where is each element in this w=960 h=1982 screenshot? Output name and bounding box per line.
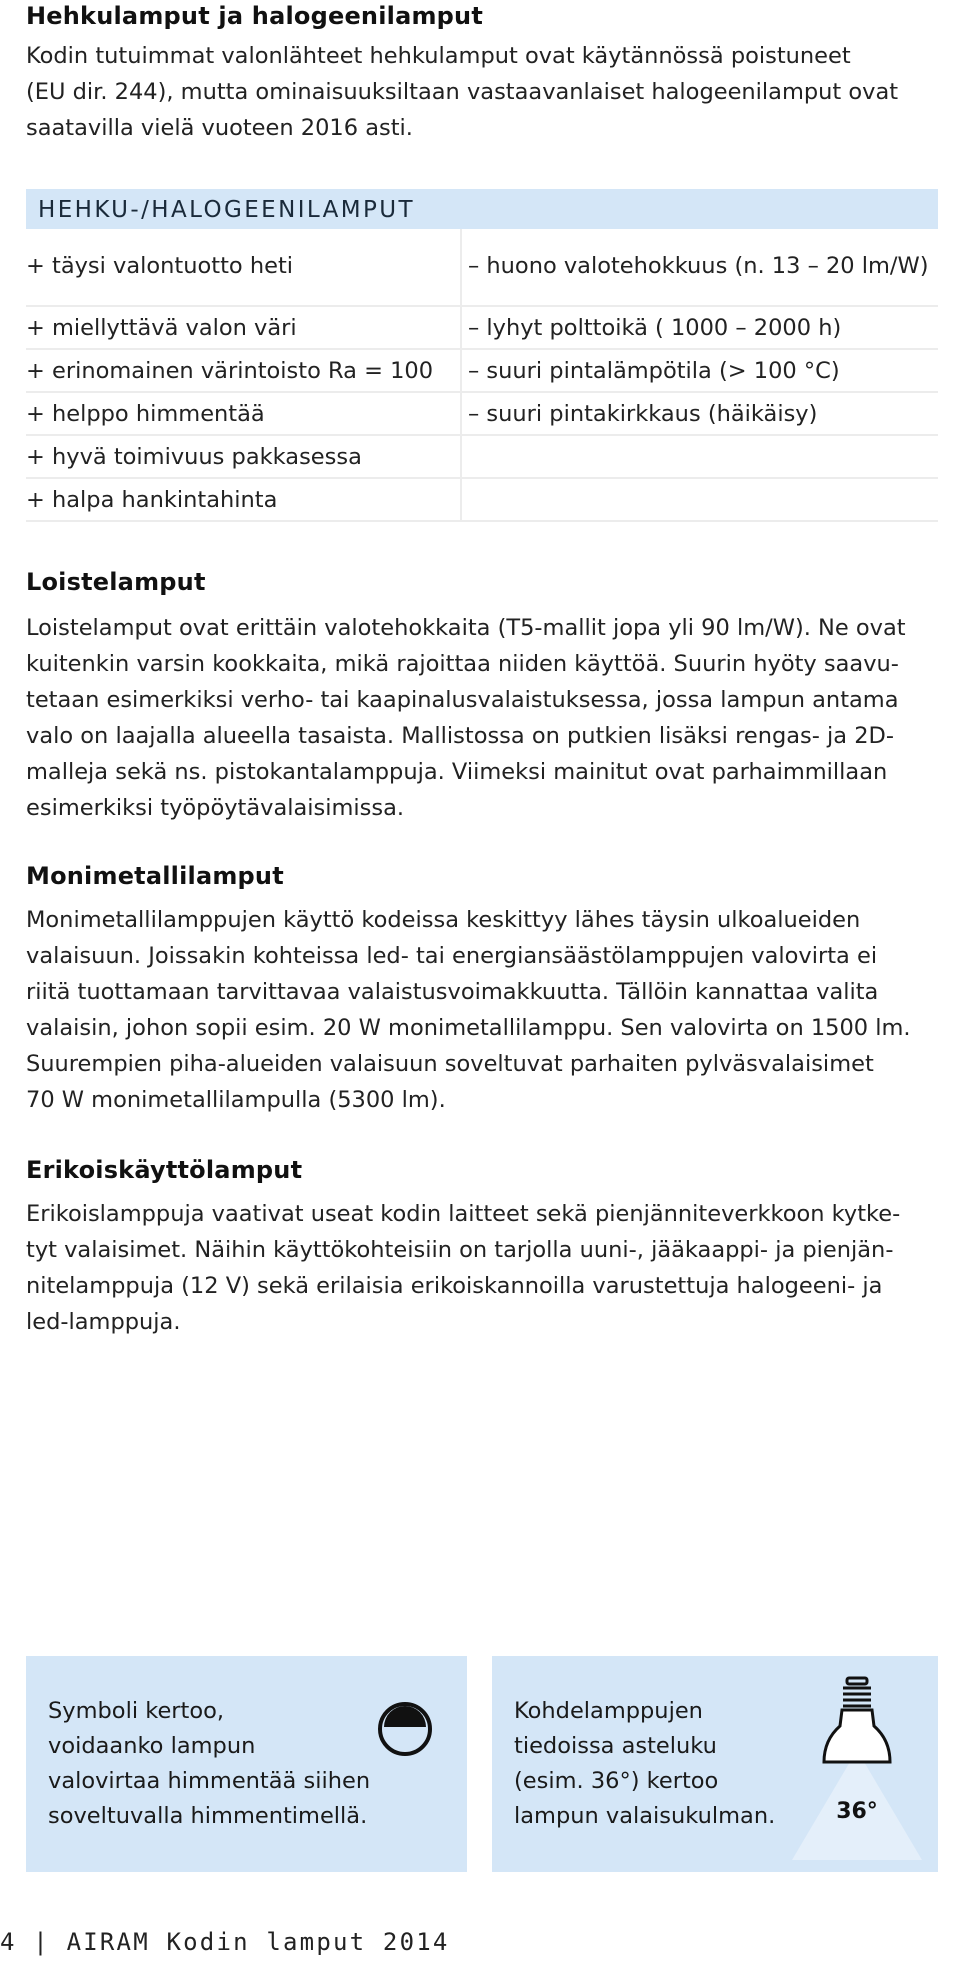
heading-metal-halide: Monimetallilamput <box>26 862 284 890</box>
text-line: Symboli kertoo, <box>48 1698 225 1724</box>
text-line: soveltuvalla himmentimellä. <box>48 1803 368 1829</box>
con-cell: – huono valotehokkuus (n. 13 – 20 lm/W) <box>468 253 929 279</box>
heading-halogen: Hehkulamput ja halogeenilamput <box>26 2 484 30</box>
con-cell <box>468 479 938 520</box>
pro-cell: + halpa hankintahinta <box>26 479 462 520</box>
table-row <box>26 350 938 393</box>
text-line: tetaan esimerkiksi verho- tai kaapinalusvalaistuksessa, jossa lampun antama <box>26 687 899 713</box>
pro-cell: + täysi valontuotto heti <box>26 229 462 305</box>
info-box-text <box>48 1694 370 1834</box>
text-line: tyt valaisimet. Näihin käyttökohteisiin on tarjolla uuni-, jääkaappi- ja pienjän- <box>26 1237 894 1263</box>
con-cell: – suuri pintalämpötila (> 100 °C) <box>468 357 840 384</box>
text-line: tiedoissa asteluku <box>514 1733 717 1759</box>
text-line: 70 W monimetallilampulla (5300 lm). <box>26 1087 446 1113</box>
text-line: Kohdelamppujen <box>514 1698 703 1724</box>
pro-cell: + erinomainen värintoisto Ra = 100 <box>26 350 462 391</box>
table-title: HEHKU-/HALOGEENILAMPUT <box>38 197 415 223</box>
text-line: led-lamppuja. <box>26 1309 181 1335</box>
page-footer: 4 | AIRAM Kodin lamput 2014 <box>0 1928 450 1956</box>
table-header <box>26 189 938 229</box>
pro-cell: + miellyttävä valon väri <box>26 307 462 348</box>
text-line: esimerkiksi työpöytävalaisimissa. <box>26 795 405 821</box>
heading-special: Erikoiskäyttölamput <box>26 1156 303 1184</box>
heading-fluorescent: Loistelamput <box>26 568 206 596</box>
text-line: Monimetallilamppujen käyttö kodeissa keskittyy lähes täysin ulkoalueiden <box>26 907 861 933</box>
text-line: (esim. 36°) kertoo <box>514 1768 719 1794</box>
text-line: saatavilla vielä vuoteen 2016 asti. <box>26 115 413 141</box>
text-line: Loistelamput ovat erittäin valotehokkaita (T5-mallit jopa yli 90 lm/W). Ne ovat <box>26 615 906 641</box>
pro-cell: + helppo himmentää <box>26 393 462 434</box>
text-line: Kodin tutuimmat valonlähteet hehkulamput ovat käytännössä poistuneet <box>26 43 851 69</box>
paragraph-halogen <box>26 38 938 146</box>
dimmable-symbol-icon <box>376 1700 434 1758</box>
paragraph-special <box>26 1196 938 1340</box>
text-line: valaisin, johon sopii esim. 20 W monimetallilamppu. Sen valovirta on 1500 lm. <box>26 1015 911 1041</box>
text-line: Erikoislamppuja vaativat useat kodin laitteet sekä pienjänniteverkkoon kytke- <box>26 1201 901 1227</box>
info-box-text <box>514 1694 775 1834</box>
angle-label: 36° <box>836 1799 878 1824</box>
table-row <box>26 479 938 522</box>
table-row <box>26 229 938 307</box>
pros-cons-table <box>26 229 938 522</box>
text-line: Suurempien piha-alueiden valaisuun soveltuvat parhaiten pylväsvalaisimet <box>26 1051 874 1077</box>
table-row <box>26 307 938 350</box>
text-line: valo on laajalla alueella tasaista. Mallistossa on putkien lisäksi rengas- ja 2D- <box>26 723 894 749</box>
text-line: valaisuun. Joissakin kohteissa led- tai energiansäästölamppujen valovirta ei <box>26 943 878 969</box>
spot-lamp-icon <box>792 1670 922 1860</box>
con-cell: – lyhyt polttoikä ( 1000 – 2000 h) <box>468 314 842 341</box>
text-line: lampun valaisukulman. <box>514 1803 776 1829</box>
paragraph-metal-halide <box>26 902 938 1118</box>
text-line: nitelamppuja (12 V) sekä erilaisia erikoiskannoilla varustettuja halogeeni- ja <box>26 1273 883 1299</box>
text-line: valovirtaa himmentää siihen <box>48 1768 371 1794</box>
info-box-beam-angle <box>492 1656 938 1872</box>
table-row <box>26 436 938 479</box>
text-line: kuitenkin varsin kookkaita, mikä rajoittaa niiden käyttöä. Suurin hyöty saavu- <box>26 651 899 677</box>
pro-cell: + hyvä toimivuus pakkasessa <box>26 436 462 477</box>
text-line: voidaanko lampun <box>48 1733 256 1759</box>
paragraph-fluorescent <box>26 610 938 826</box>
info-box-dimmer <box>26 1656 467 1872</box>
con-cell: – suuri pintakirkkaus (häikäisy) <box>468 400 818 427</box>
con-cell <box>468 436 938 477</box>
table-row <box>26 393 938 436</box>
text-line: riitä tuottamaan tarvittavaa valaistusvoimakkuutta. Tällöin kannattaa valita <box>26 979 879 1005</box>
text-line: (EU dir. 244), mutta ominaisuuksiltaan vastaavanlaiset halogeenilamput ovat <box>26 79 899 105</box>
text-line: malleja sekä ns. pistokantalamppuja. Viimeksi mainitut ovat parhaimmillaan <box>26 759 888 785</box>
